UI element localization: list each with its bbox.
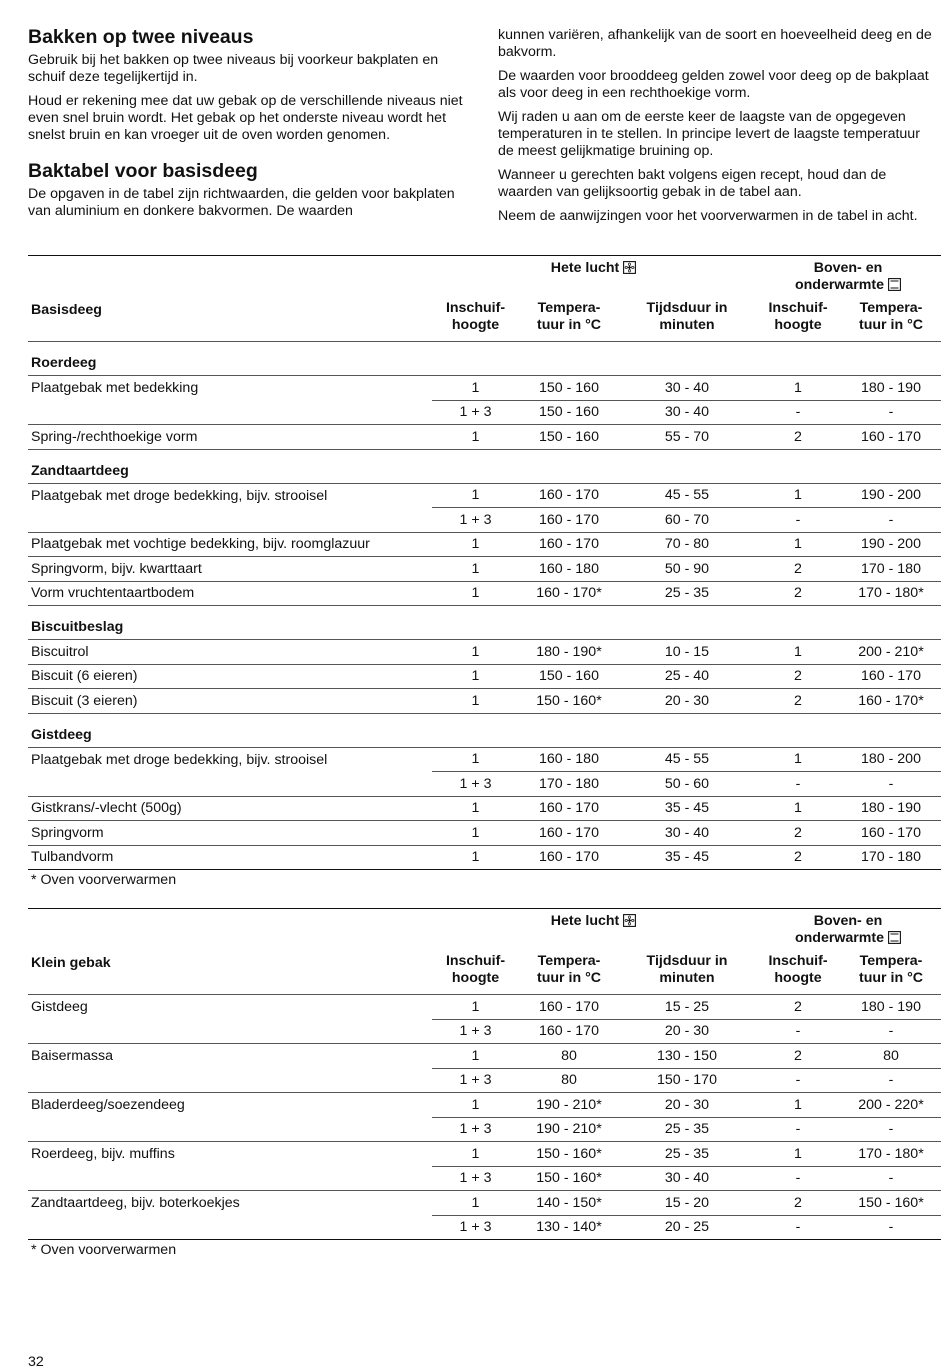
cell-name bbox=[28, 1019, 432, 1044]
cell-value: - bbox=[841, 1117, 941, 1142]
cell-value: 1 + 3 bbox=[432, 1019, 519, 1044]
table-row bbox=[28, 1093, 941, 1118]
cell-name bbox=[28, 508, 432, 533]
cell-value: - bbox=[841, 508, 941, 533]
cell-value: 25 - 35 bbox=[619, 1142, 755, 1167]
cell-value: 1 bbox=[432, 1093, 519, 1118]
col-temp: Tempera- tuur in °C bbox=[519, 951, 619, 995]
cell-value: 160 - 170 bbox=[519, 508, 619, 533]
cell-name bbox=[28, 1117, 432, 1142]
cell-name bbox=[28, 1166, 432, 1191]
table-title: Basisdeeg bbox=[28, 298, 432, 342]
cell-value: 160 - 170 bbox=[841, 821, 941, 846]
cell-value: 190 - 210* bbox=[519, 1093, 619, 1118]
cell-value: 20 - 25 bbox=[619, 1215, 755, 1240]
cell-name: Vorm vruchtentaartbodem bbox=[28, 581, 432, 606]
cell-name bbox=[28, 772, 432, 797]
cell-value: 160 - 170 bbox=[519, 532, 619, 557]
cell-value: 15 - 25 bbox=[619, 995, 755, 1020]
cell-value: 2 bbox=[755, 1044, 841, 1069]
cell-value: - bbox=[755, 772, 841, 797]
cell-value: 1 bbox=[755, 747, 841, 772]
col-shelf: Inschuif- hoogte bbox=[432, 298, 519, 342]
cell-value: 60 - 70 bbox=[619, 508, 755, 533]
cell-value: 160 - 170 bbox=[519, 845, 619, 870]
paragraph: Wanneer u gerechten bakt volgens eigen recept, houd dan de waarden van gelijksoortig gebak in de tabel aan. bbox=[498, 167, 887, 200]
table-row bbox=[28, 821, 941, 846]
cell-value: 200 - 210* bbox=[841, 640, 941, 665]
cell-value: 2 bbox=[755, 581, 841, 606]
cell-value: - bbox=[841, 1068, 941, 1093]
paragraph: kunnen variëren, afhankelijk van de soort en hoeveelheid deeg en de bakvorm. bbox=[498, 27, 932, 60]
table-row bbox=[28, 483, 941, 508]
cell-value: 1 + 3 bbox=[432, 400, 519, 425]
table-row bbox=[28, 425, 941, 450]
cell-value: 1 + 3 bbox=[432, 772, 519, 797]
cell-value: 2 bbox=[755, 689, 841, 714]
cell-value: 160 - 170 bbox=[841, 425, 941, 450]
table-row bbox=[28, 845, 941, 870]
table-row bbox=[28, 1215, 941, 1240]
cell-value: 170 - 180* bbox=[841, 1142, 941, 1167]
cell-name: Spring-/rechthoekige vorm bbox=[28, 425, 432, 450]
cell-value: 190 - 210* bbox=[519, 1117, 619, 1142]
cell-value: 1 bbox=[432, 747, 519, 772]
paragraph: De waarden voor brooddeeg gelden zowel voor deeg op de bakplaat als voor deeg in een rechthoekige vorm. bbox=[498, 68, 929, 101]
cell-name: Plaatgebak met droge bedekking, bijv. strooisel bbox=[31, 751, 328, 768]
cell-value: 1 + 3 bbox=[432, 508, 519, 533]
table-row bbox=[28, 508, 941, 533]
cell-name: Plaatgebak met droge bedekking, bijv. strooisel bbox=[31, 487, 328, 504]
cell-name: Biscuit (6 eieren) bbox=[28, 664, 432, 689]
cell-name: Biscuit (3 eieren) bbox=[28, 689, 432, 714]
table-row bbox=[28, 995, 941, 1020]
cell-name bbox=[28, 400, 432, 425]
table-column-header bbox=[28, 951, 941, 995]
cell-value: 170 - 180 bbox=[841, 845, 941, 870]
col-shelf: Inschuif- hoogte bbox=[432, 951, 519, 995]
cell-value: 25 - 35 bbox=[619, 581, 755, 606]
cell-value: 1 bbox=[432, 1142, 519, 1167]
cell-value: 1 bbox=[755, 376, 841, 401]
cell-value: 150 - 160* bbox=[841, 1191, 941, 1216]
cell-value: - bbox=[755, 1068, 841, 1093]
cell-value: 130 - 150 bbox=[619, 1044, 755, 1069]
section-header bbox=[28, 713, 941, 747]
hot-air-header: Hete lucht bbox=[432, 256, 755, 298]
cell-value: 2 bbox=[755, 664, 841, 689]
cell-value: 20 - 30 bbox=[619, 689, 755, 714]
cell-value: 80 bbox=[841, 1044, 941, 1069]
col-shelf-2: Inschuif- hoogte bbox=[755, 298, 841, 342]
table-row bbox=[28, 689, 941, 714]
top-bottom-heat-icon bbox=[888, 278, 901, 291]
col-temp-2: Tempera- tuur in °C bbox=[841, 298, 941, 342]
table-row bbox=[28, 1019, 941, 1044]
cell-value: 1 bbox=[432, 995, 519, 1020]
cell-value: 25 - 40 bbox=[619, 664, 755, 689]
fan-icon bbox=[623, 914, 636, 927]
table-row bbox=[28, 581, 941, 606]
cell-value: 1 bbox=[755, 1142, 841, 1167]
cell-value: 190 - 200 bbox=[841, 532, 941, 557]
cell-value: 50 - 90 bbox=[619, 557, 755, 582]
cell-value: 15 - 20 bbox=[619, 1191, 755, 1216]
cell-value: 170 - 180 bbox=[841, 557, 941, 582]
cell-value: - bbox=[755, 1215, 841, 1240]
cell-value: 170 - 180* bbox=[841, 581, 941, 606]
cell-value: - bbox=[841, 1019, 941, 1044]
cell-name: Baisermassa bbox=[31, 1048, 114, 1064]
cell-name: Springvorm bbox=[28, 821, 432, 846]
table-row bbox=[28, 640, 941, 665]
paragraph: Gebruik bij het bakken op twee niveaus bij voorkeur bakplaten en schuif deze tegelijkertijd in. bbox=[28, 52, 439, 85]
col-time: Tijdsduur in minuten bbox=[619, 298, 755, 342]
paragraph: Wij raden u aan om de eerste keer de laagste van de opgegeven temperaturen in te stellen. In principe levert de laagste temperatuur de meest gelijkmatige bruining op. bbox=[498, 109, 920, 159]
table-row bbox=[28, 796, 941, 821]
hot-air-header: Hete lucht bbox=[432, 909, 755, 951]
paragraph: Houd er rekening mee dat uw gebak op de verschillende niveaus niet even snel bruin wordt. Het gebak op het onderste niveau wordt het snelst bruin en kan vroeger uit de oven worden genomen. bbox=[28, 93, 463, 143]
cell-value: 160 - 170 bbox=[519, 483, 619, 508]
cell-value: 200 - 220* bbox=[841, 1093, 941, 1118]
section-header bbox=[28, 606, 941, 640]
cell-value: 160 - 170 bbox=[519, 1019, 619, 1044]
cell-value: 160 - 170 bbox=[519, 821, 619, 846]
cell-value: 170 - 180 bbox=[519, 772, 619, 797]
cell-value: - bbox=[755, 1019, 841, 1044]
cell-value: 150 - 160 bbox=[519, 400, 619, 425]
cell-value: - bbox=[841, 1166, 941, 1191]
cell-value: 70 - 80 bbox=[619, 532, 755, 557]
table-row bbox=[28, 1166, 941, 1191]
col-temp-2: Tempera- tuur in °C bbox=[841, 951, 941, 995]
cell-value: 160 - 180 bbox=[519, 747, 619, 772]
section-name: Zandtaartdeeg bbox=[28, 449, 941, 483]
table-row bbox=[28, 1068, 941, 1093]
cell-value: 1 + 3 bbox=[432, 1215, 519, 1240]
table-row bbox=[28, 557, 941, 582]
cell-value: 160 - 170 bbox=[519, 796, 619, 821]
cell-value: 55 - 70 bbox=[619, 425, 755, 450]
cell-value: 2 bbox=[755, 557, 841, 582]
cell-name: Bladerdeeg/soezendeeg bbox=[31, 1097, 185, 1113]
cell-value: 150 - 160* bbox=[519, 689, 619, 714]
cell-value: 45 - 55 bbox=[619, 483, 755, 508]
intro-right-column bbox=[498, 27, 938, 232]
cell-value: 150 - 160 bbox=[519, 425, 619, 450]
cell-value: 1 bbox=[432, 1191, 519, 1216]
cell-value: 1 bbox=[432, 821, 519, 846]
cell-value: 150 - 160 bbox=[519, 376, 619, 401]
cell-value: 20 - 30 bbox=[619, 1019, 755, 1044]
footnote: * Oven voorverwarmen bbox=[31, 1242, 177, 1258]
table-row bbox=[28, 1117, 941, 1142]
cell-value: 2 bbox=[755, 995, 841, 1020]
cell-name: Tulbandvorm bbox=[28, 845, 432, 870]
table-row bbox=[28, 1044, 941, 1069]
table-row bbox=[28, 772, 941, 797]
col-shelf-2: Inschuif- hoogte bbox=[755, 951, 841, 995]
cell-value: 1 bbox=[755, 483, 841, 508]
cell-name: Biscuitrol bbox=[28, 640, 432, 665]
table-row bbox=[28, 1191, 941, 1216]
col-time: Tijdsduur in minuten bbox=[619, 951, 755, 995]
cell-value: 180 - 200 bbox=[841, 747, 941, 772]
cell-value: 1 bbox=[432, 425, 519, 450]
cell-value: 1 bbox=[432, 557, 519, 582]
cell-value: 150 - 170 bbox=[619, 1068, 755, 1093]
section-name: Roerdeeg bbox=[28, 342, 941, 376]
cell-value: 30 - 40 bbox=[619, 376, 755, 401]
table-row bbox=[28, 376, 941, 401]
cell-value: 1 + 3 bbox=[432, 1117, 519, 1142]
cell-value: 80 bbox=[519, 1044, 619, 1069]
cell-value: 45 - 55 bbox=[619, 747, 755, 772]
cell-value: 1 bbox=[432, 581, 519, 606]
table-row bbox=[28, 747, 941, 772]
cell-value: 1 + 3 bbox=[432, 1166, 519, 1191]
cell-value: - bbox=[755, 1166, 841, 1191]
table-group-header bbox=[28, 909, 941, 951]
cell-value: 180 - 190 bbox=[841, 796, 941, 821]
baking-table-basic-dough bbox=[28, 255, 941, 870]
section-header bbox=[28, 342, 941, 376]
cell-name: Plaatgebak met vochtige bedekking, bijv. roomglazuur bbox=[28, 532, 432, 557]
baking-table-small-pastry bbox=[28, 908, 941, 1240]
cell-value: 160 - 170* bbox=[519, 581, 619, 606]
table-group-header bbox=[28, 256, 941, 298]
cell-name bbox=[28, 1215, 432, 1240]
heading-baking-table: Baktabel voor basisdeeg bbox=[28, 160, 258, 182]
cell-value: 180 - 190 bbox=[841, 995, 941, 1020]
table-row bbox=[28, 400, 941, 425]
cell-value: 2 bbox=[755, 1191, 841, 1216]
cell-value: - bbox=[841, 1215, 941, 1240]
cell-value: 1 bbox=[755, 532, 841, 557]
cell-value: 1 bbox=[432, 796, 519, 821]
heading-two-levels: Bakken op twee niveaus bbox=[28, 26, 254, 48]
cell-value: 1 bbox=[432, 640, 519, 665]
cell-value: 30 - 40 bbox=[619, 1166, 755, 1191]
col-temp: Tempera- tuur in °C bbox=[519, 298, 619, 342]
cell-value: 1 bbox=[432, 376, 519, 401]
cell-value: 160 - 170* bbox=[841, 689, 941, 714]
cell-value: - bbox=[755, 508, 841, 533]
cell-value: 1 bbox=[755, 640, 841, 665]
section-name: Gistdeeg bbox=[28, 713, 941, 747]
page-number: 32 bbox=[28, 1354, 44, 1370]
top-bottom-heat-header: Boven- en onderwarmte bbox=[755, 256, 941, 298]
cell-name: Gistdeeg bbox=[31, 999, 88, 1015]
cell-value: 150 - 160 bbox=[519, 664, 619, 689]
cell-value: 2 bbox=[755, 845, 841, 870]
cell-value: 80 bbox=[519, 1068, 619, 1093]
top-bottom-heat-header: Boven- en onderwarmte bbox=[755, 909, 941, 951]
cell-name: Gistkrans/-vlecht (500g) bbox=[28, 796, 432, 821]
cell-value: 180 - 190* bbox=[519, 640, 619, 665]
cell-name: Roerdeeg, bijv. muffins bbox=[31, 1146, 175, 1162]
fan-icon bbox=[623, 261, 636, 274]
table-row bbox=[28, 1142, 941, 1167]
cell-value: 160 - 180 bbox=[519, 557, 619, 582]
section-header bbox=[28, 449, 941, 483]
table-title: Klein gebak bbox=[28, 951, 432, 995]
cell-value: 1 bbox=[432, 845, 519, 870]
footnote: * Oven voorverwarmen bbox=[31, 872, 177, 888]
paragraph: Neem de aanwijzingen voor het voorverwarmen in de tabel in acht. bbox=[498, 208, 918, 224]
cell-value: - bbox=[841, 400, 941, 425]
cell-value: 130 - 140* bbox=[519, 1215, 619, 1240]
cell-value: 160 - 170 bbox=[841, 664, 941, 689]
cell-value: 30 - 40 bbox=[619, 821, 755, 846]
table-row bbox=[28, 532, 941, 557]
cell-value: 160 - 170 bbox=[519, 995, 619, 1020]
section-name: Biscuitbeslag bbox=[28, 606, 941, 640]
cell-value: 1 bbox=[755, 1093, 841, 1118]
table-column-header bbox=[28, 298, 941, 342]
cell-value: 1 bbox=[432, 689, 519, 714]
cell-value: 2 bbox=[755, 425, 841, 450]
cell-value: 1 bbox=[432, 664, 519, 689]
cell-value: 1 bbox=[432, 1044, 519, 1069]
table-row bbox=[28, 664, 941, 689]
cell-value: - bbox=[755, 1117, 841, 1142]
cell-value: 10 - 15 bbox=[619, 640, 755, 665]
intro-left-column bbox=[28, 26, 470, 227]
cell-value: 2 bbox=[755, 821, 841, 846]
top-bottom-heat-icon bbox=[888, 931, 901, 944]
cell-value: 35 - 45 bbox=[619, 845, 755, 870]
cell-value: 150 - 160* bbox=[519, 1142, 619, 1167]
cell-value: 1 + 3 bbox=[432, 1068, 519, 1093]
cell-value: 180 - 190 bbox=[841, 376, 941, 401]
cell-value: 1 bbox=[432, 532, 519, 557]
cell-name bbox=[28, 1068, 432, 1093]
cell-value: 50 - 60 bbox=[619, 772, 755, 797]
cell-name: Zandtaartdeeg, bijv. boterkoekjes bbox=[31, 1195, 240, 1211]
cell-value: 190 - 200 bbox=[841, 483, 941, 508]
cell-name: Plaatgebak met bedekking bbox=[31, 380, 199, 396]
cell-name: Springvorm, bijv. kwarttaart bbox=[28, 557, 432, 582]
cell-value: 1 bbox=[432, 483, 519, 508]
cell-value: 150 - 160* bbox=[519, 1166, 619, 1191]
cell-value: 30 - 40 bbox=[619, 400, 755, 425]
cell-value: 25 - 35 bbox=[619, 1117, 755, 1142]
cell-value: - bbox=[841, 772, 941, 797]
paragraph: De opgaven in de tabel zijn richtwaarden, die gelden voor bakplaten van aluminium en donkere bakvormen. De waarden bbox=[28, 186, 455, 219]
cell-value: 1 bbox=[755, 796, 841, 821]
cell-value: 140 - 150* bbox=[519, 1191, 619, 1216]
cell-value: - bbox=[755, 400, 841, 425]
cell-value: 20 - 30 bbox=[619, 1093, 755, 1118]
cell-value: 35 - 45 bbox=[619, 796, 755, 821]
